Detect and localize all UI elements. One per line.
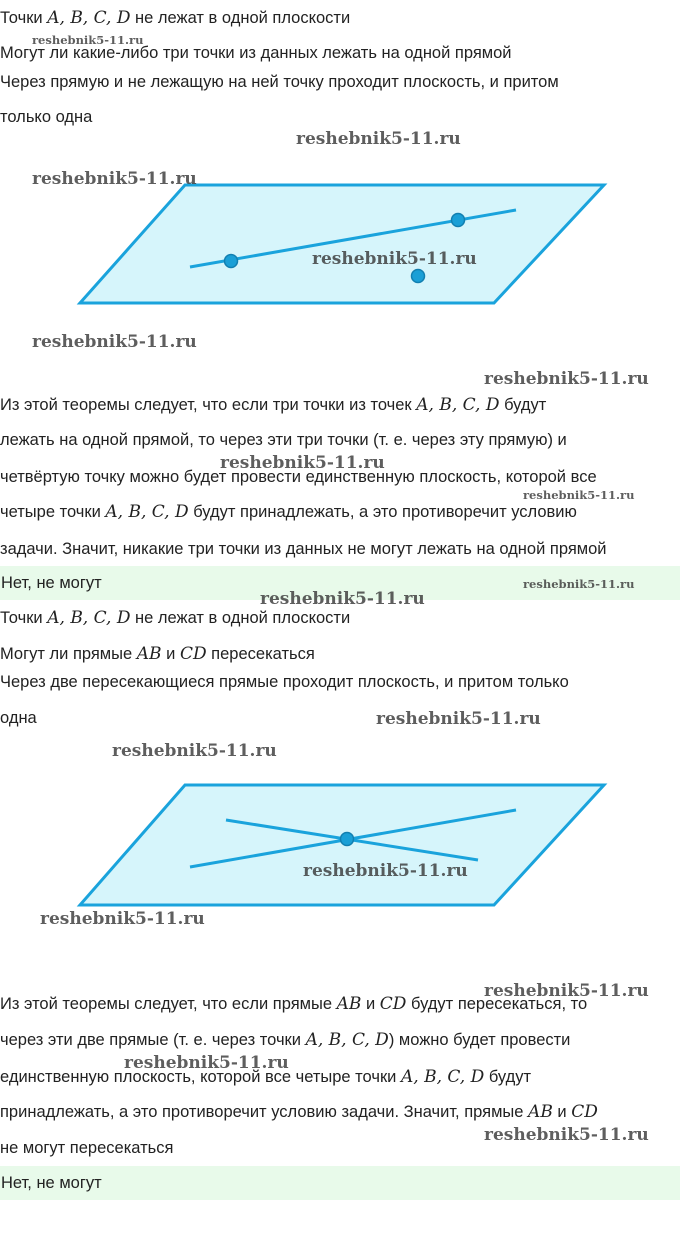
theorem-2-line-1: Через две пересекающиеся прямые проходит плоскость, и притом только <box>0 673 569 691</box>
explanation-2-line-4: принадлежать, а это противоречит условию задачи. Значит, прямые AB и CD <box>0 1102 598 1122</box>
explanation-1-line-1: Из этой теоремы следует, что если три точки из точек A, B, C, D будут <box>0 395 547 415</box>
point-on-line-1 <box>225 255 238 268</box>
watermark: reshebnik5-11.ru <box>523 577 635 591</box>
watermark: reshebnik5-11.ru <box>220 453 385 473</box>
explanation-2-line-3: единственную плоскость, которой все четыре точки A, B, C, D будут <box>0 1067 532 1087</box>
explanation-1-line-5: задачи. Значит, никакие три точки из данных не могут лежать на одной прямой <box>0 540 607 558</box>
points-abcd: A, B, C, D <box>47 8 131 28</box>
explanation-1-line-2: лежать на одной прямой, то через эти три точки (т. е. через эту прямую) и <box>0 431 567 449</box>
explanation-1-line-3: четвёртую точку можно будет провести единственную плоскость, которой все <box>0 468 597 486</box>
theorem-1-line-2: только одна <box>0 108 93 126</box>
watermark: reshebnik5-11.ru <box>312 249 477 269</box>
plane-2 <box>80 785 604 905</box>
explanation-2-line-2: через эти две прямые (т. е. через точки A, B, C, D) можно будет провести <box>0 1030 571 1050</box>
plane-1 <box>80 185 604 303</box>
theorem-1-line-1: Через прямую и не лежащую на ней точку проходит плоскость, и притом <box>0 73 559 91</box>
watermark: reshebnik5-11.ru <box>523 488 635 502</box>
intersection-point <box>341 833 354 846</box>
watermark: reshebnik5-11.ru <box>296 129 461 149</box>
given-line-2: Точки A, B, C, D не лежат в одной плоскости <box>0 608 351 628</box>
watermark: reshebnik5-11.ru <box>484 369 649 389</box>
plane-figure-2 <box>0 770 680 930</box>
watermark: reshebnik5-11.ru <box>484 1125 649 1145</box>
explanation-2-line-5: не могут пересекаться <box>0 1139 174 1157</box>
theorem-2-line-2: одна <box>0 709 37 727</box>
explanation-1-line-4: четыре точки A, B, C, D будут принадлежать, а это противоречит условию <box>0 502 577 522</box>
point-on-line-2 <box>452 214 465 227</box>
question-2: Могут ли прямые AB и CD пересекаться <box>0 644 315 664</box>
watermark: reshebnik5-11.ru <box>32 33 144 47</box>
watermark: reshebnik5-11.ru <box>303 861 468 881</box>
given-line-1: Точки A, B, C, D не лежат в одной плоскости <box>0 8 351 28</box>
watermark: reshebnik5-11.ru <box>376 709 541 729</box>
watermark: reshebnik5-11.ru <box>40 909 205 929</box>
answer-1: Нет, не могут <box>0 566 680 600</box>
watermark: reshebnik5-11.ru <box>32 169 197 189</box>
watermark: reshebnik5-11.ru <box>124 1053 289 1073</box>
explanation-2-line-1: Из этой теоремы следует, что если прямые AB и CD будут пересекаться, то <box>0 994 588 1014</box>
watermark: reshebnik5-11.ru <box>260 589 425 609</box>
point-off-line <box>412 270 425 283</box>
watermark: reshebnik5-11.ru <box>112 741 277 761</box>
watermark: reshebnik5-11.ru <box>484 981 649 1001</box>
answer-2: Нет, не могут <box>0 1166 680 1200</box>
question-1: Могут ли какие-либо три точки из данных лежать на одной прямой <box>0 44 512 62</box>
watermark: reshebnik5-11.ru <box>32 332 197 352</box>
